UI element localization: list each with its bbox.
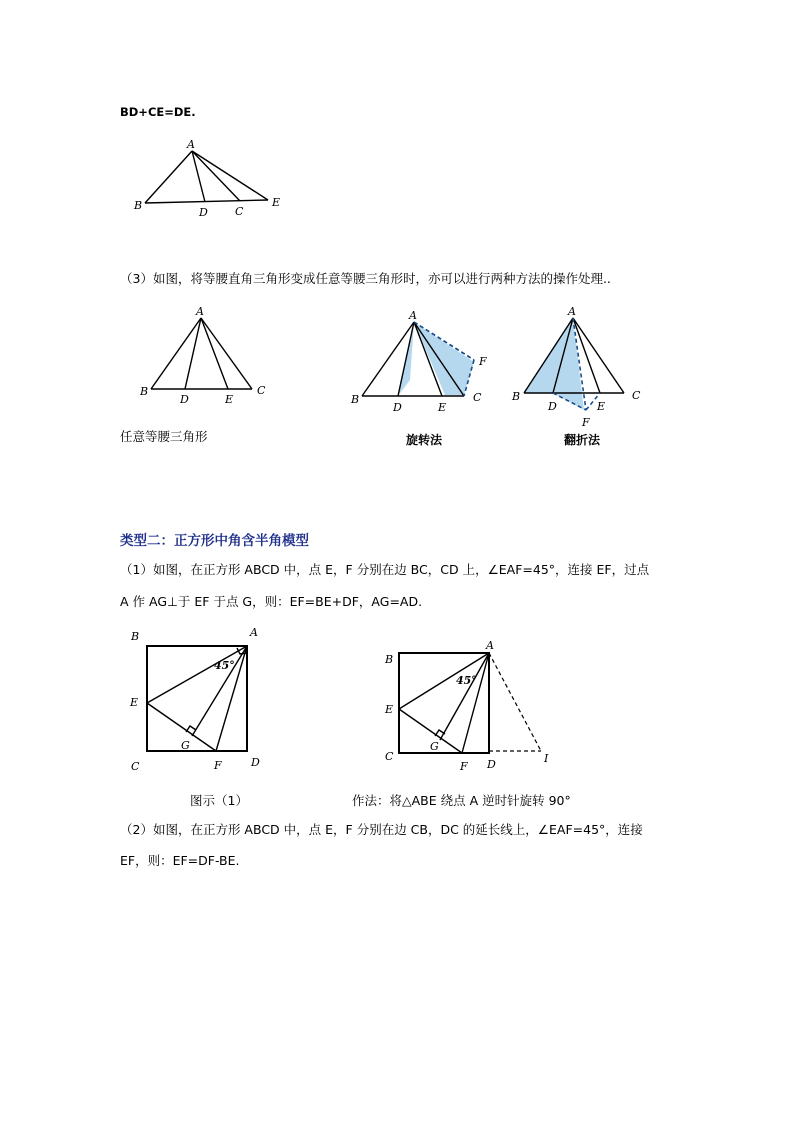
caption-rotation-method-square: 作法：将△ABE 绕点 A 逆时针旋转 90° [352, 793, 571, 808]
left-label-a: A [196, 305, 204, 318]
sq2-label-angle: 45° [456, 674, 477, 687]
right-label-c: C [632, 389, 641, 402]
caption-rotation-method: 旋转法 [406, 433, 443, 447]
mid-label-c: C [473, 391, 482, 404]
sq1-label-g: G [181, 739, 190, 752]
right-label-e: E [597, 400, 606, 413]
right-label-f: F [582, 416, 590, 429]
caption-figure-1: 图示（1） [190, 793, 248, 808]
label-c: C [235, 205, 244, 218]
sq1-label-a: A [250, 626, 258, 639]
section-heading-type2: 类型二：正方形中角含半角模型 [120, 533, 309, 549]
mid-label-b: B [351, 393, 360, 406]
type2-p1-line1: （1）如图，在正方形 ABCD 中，点 E，F 分别在边 BC，CD 上，∠EAF=45°，连接 EF，过点 [120, 562, 650, 577]
square-2-lines [399, 653, 541, 753]
sq2-label-i: I [544, 752, 549, 765]
mid-label-f: F [479, 355, 487, 368]
sq1-label-b: B [131, 630, 140, 643]
sq1-label-angle: 45° [214, 659, 235, 672]
mid-label-a: A [409, 309, 417, 322]
label-a: A [187, 138, 195, 151]
label-b: B [134, 199, 143, 212]
sq2-label-g: G [430, 740, 439, 753]
caption-arbitrary-isosceles: 任意等腰三角形 [120, 429, 208, 444]
sq2-label-c: C [385, 750, 394, 763]
right-label-d: D [548, 400, 557, 413]
type2-p2-line1: （2）如图，在正方形 ABCD 中，点 E，F 分别在边 CB，DC 的延长线上，∠EAF=45°，连接 [120, 822, 643, 837]
left-label-c: C [257, 384, 266, 397]
sq1-label-f: F [214, 759, 222, 772]
caption-fold-method: 翻折法 [564, 433, 601, 447]
sq2-label-d: D [487, 758, 496, 771]
sq1-label-d: D [251, 756, 260, 769]
sq2-label-a: A [486, 639, 494, 652]
intro-line: BD+CE=DE. [120, 105, 196, 119]
sq1-label-e: E [130, 696, 139, 709]
mid-label-e: E [438, 401, 447, 414]
label-e: E [272, 196, 281, 209]
right-label-b: B [512, 390, 521, 403]
right-label-a: A [568, 305, 576, 318]
type2-p2-line2: EF，则：EF=DF-BE. [120, 853, 240, 868]
left-label-d: D [180, 393, 189, 406]
type2-p1-line2: A 作 AG⊥于 EF 于点 G，则：EF=BE+DF，AG=AD. [120, 594, 423, 609]
mid-label-d: D [393, 401, 402, 414]
label-d: D [199, 206, 208, 219]
left-label-b: B [140, 385, 149, 398]
sq2-label-f: F [460, 760, 468, 773]
sq1-label-c: C [131, 760, 140, 773]
sq2-label-e: E [385, 703, 394, 716]
part3-text: （3）如图，将等腰直角三角形变成任意等腰三角形时，亦可以进行两种方法的操作处理.. [120, 271, 611, 286]
left-label-e: E [225, 393, 234, 406]
sq2-label-b: B [385, 653, 394, 666]
